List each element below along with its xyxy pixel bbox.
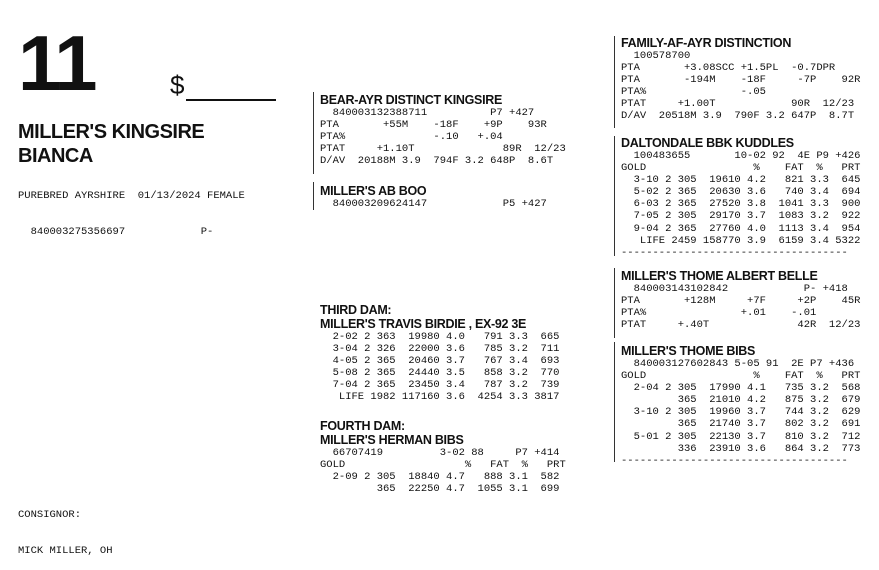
dam-line: 365 21740 3.7 802 3.2 691 [621, 418, 861, 431]
dam-sire-bracket-line [614, 36, 615, 128]
dam-sire-name: FAMILY-AF-AYR DISTINCTION [621, 36, 792, 50]
dam-sire2-line: PTA +128M +7F +2P 45R [621, 295, 861, 308]
fourth-dam-line: 365 22250 4.7 1055 3.1 699 [320, 483, 560, 496]
dam-sire2-bracket-line [614, 268, 615, 338]
second-dam-line: GOLD % FAT % PRT [621, 162, 861, 175]
lot-number: 11 [18, 19, 95, 107]
dam-sire-line: PTA +3.08SCC +1.5PL -0.7DPR [621, 62, 836, 75]
price-sign: $ [170, 70, 185, 100]
price-blank-line [186, 99, 276, 101]
second-dam-line: 100483655 10-02 92 4E P9 +426 [621, 150, 861, 162]
animal-reg-line: 840003275356697 P- [18, 226, 214, 239]
sire-line: 840003132388711 P7 +427 [320, 107, 535, 119]
sire-line: PTA +55M -18F +9P 93R [320, 119, 547, 132]
sire-block [320, 93, 566, 167]
third-dam-record: 3-04 2 326 22000 3.6 785 3.2 711 [320, 343, 560, 356]
second-dam-line: 5-02 2 365 20630 3.6 740 3.4 694 [621, 186, 861, 199]
animal-name-line1: MILLER'S KINGSIRE [18, 121, 205, 143]
fourth-dam-block [320, 419, 566, 495]
second-dam-bracket-line [614, 136, 615, 256]
sire-line: D/AV 20188M 3.9 794F 3.2 648P 8.6T [320, 155, 554, 168]
consignor [18, 485, 113, 570]
consignor-label: CONSIGNOR: [18, 509, 82, 522]
second-dam-line: 9-04 2 365 27760 4.0 1113 3.4 954 [621, 222, 861, 235]
dam-sire-block [621, 36, 860, 123]
dam-sire-line: 100578700 [621, 50, 691, 62]
dam-block [621, 344, 860, 467]
fourth-dam-line: 2-09 2 305 18840 4.7 888 3.1 582 [320, 471, 560, 484]
dam-sire-line: PTAT +1.00T 90R 12/23 [621, 98, 855, 111]
animal-info-line: PUREBRED AYRSHIRE 01/13/2024 FEMALE [18, 190, 245, 203]
dam-sire-line: PTA% -.05 [621, 86, 766, 99]
third-dam-life: LIFE 1982 117160 3.6 4254 3.3 3817 [320, 391, 560, 404]
third-dam-record: 4-05 2 365 20460 3.7 767 3.4 693 [320, 355, 560, 368]
dam-line: 5-01 2 305 22130 3.7 810 3.2 712 [621, 430, 861, 443]
dam-sire-line: D/AV 20518M 3.9 790F 3.2 647P 8.7T [621, 110, 855, 123]
mgs-line: 840003209624147 P5 +427 [320, 198, 547, 210]
dam-line: 840003127602843 5-05 91 2E P7 +436 [621, 358, 855, 370]
sire-line: PTAT +1.10T 89R 12/23 [320, 143, 566, 156]
sire-name: BEAR-AYR DISTINCT KINGSIRE [320, 93, 503, 107]
dam-line: GOLD % FAT % PRT [621, 370, 861, 383]
separator-line: ------------------------------------ [621, 454, 848, 467]
second-dam-line: 6-03 2 365 27520 3.8 1041 3.3 900 [621, 198, 861, 211]
dam-sire2-line: PTA% +.01 -.01 [621, 307, 817, 320]
sire-line: PTA% -.10 +.04 [320, 131, 503, 144]
animal-name [18, 120, 204, 168]
second-dam-life: LIFE 2459 158770 3.9 6159 3.4 5322 [621, 234, 861, 247]
third-dam-block [320, 303, 559, 404]
dam-bracket-line [614, 342, 615, 462]
fourth-dam-label: FOURTH DAM: [320, 419, 405, 433]
animal-info [18, 166, 245, 251]
fourth-dam-line: 66707419 3-02 88 P7 +414 [320, 447, 560, 459]
third-dam-record: 7-04 2 365 23450 3.4 787 3.2 739 [320, 379, 560, 392]
consignor-name: MICK MILLER, OH [18, 545, 113, 558]
dam-name: MILLER'S THOME BIBS [621, 344, 756, 358]
third-dam-record: 5-08 2 365 24440 3.5 858 3.2 770 [320, 367, 560, 380]
dam-line: 365 21010 4.2 875 3.2 679 [621, 394, 861, 407]
dam-sire-line: PTA -194M -18F -7P 92R [621, 74, 861, 87]
dam-sire2-block [621, 269, 860, 331]
mgs-block [320, 184, 547, 210]
animal-name-line2: BIANCA [18, 145, 93, 167]
dam-sire2-name: MILLER'S THOME ALBERT BELLE [621, 269, 818, 283]
second-dam-name: DALTONDALE BBK KUDDLES [621, 136, 794, 150]
dam-sire2-line: 840003143102842 P- +418 [621, 283, 848, 295]
fourth-dam-line: GOLD % FAT % PRT [320, 459, 566, 472]
second-dam-line: 7-05 2 305 29170 3.7 1083 3.2 922 [621, 210, 861, 223]
dam-line: 336 23910 3.6 864 3.2 773 [621, 442, 861, 455]
third-dam-name: MILLER'S TRAVIS BIRDIE , EX-92 3E [320, 317, 527, 331]
dam-sire2-line: PTAT +.40T 42R 12/23 [621, 319, 861, 332]
fourth-dam-name: MILLER'S HERMAN BIBS [320, 433, 464, 447]
mgs-bracket-line [313, 182, 314, 210]
mgs-name: MILLER'S AB BOO [320, 184, 427, 198]
dam-line: 3-10 2 305 19960 3.7 744 3.2 629 [621, 406, 861, 419]
third-dam-record: 2-02 2 363 19980 4.0 791 3.3 665 [320, 331, 560, 343]
dam-line: 2-04 2 305 17990 4.1 735 3.2 568 [621, 382, 861, 395]
separator-line: ------------------------------------ [621, 246, 848, 259]
sire-bracket-line [313, 92, 314, 174]
second-dam-block [621, 136, 860, 259]
second-dam-line: 3-10 2 305 19610 4.2 821 3.3 645 [621, 174, 861, 187]
third-dam-label: THIRD DAM: [320, 303, 392, 317]
